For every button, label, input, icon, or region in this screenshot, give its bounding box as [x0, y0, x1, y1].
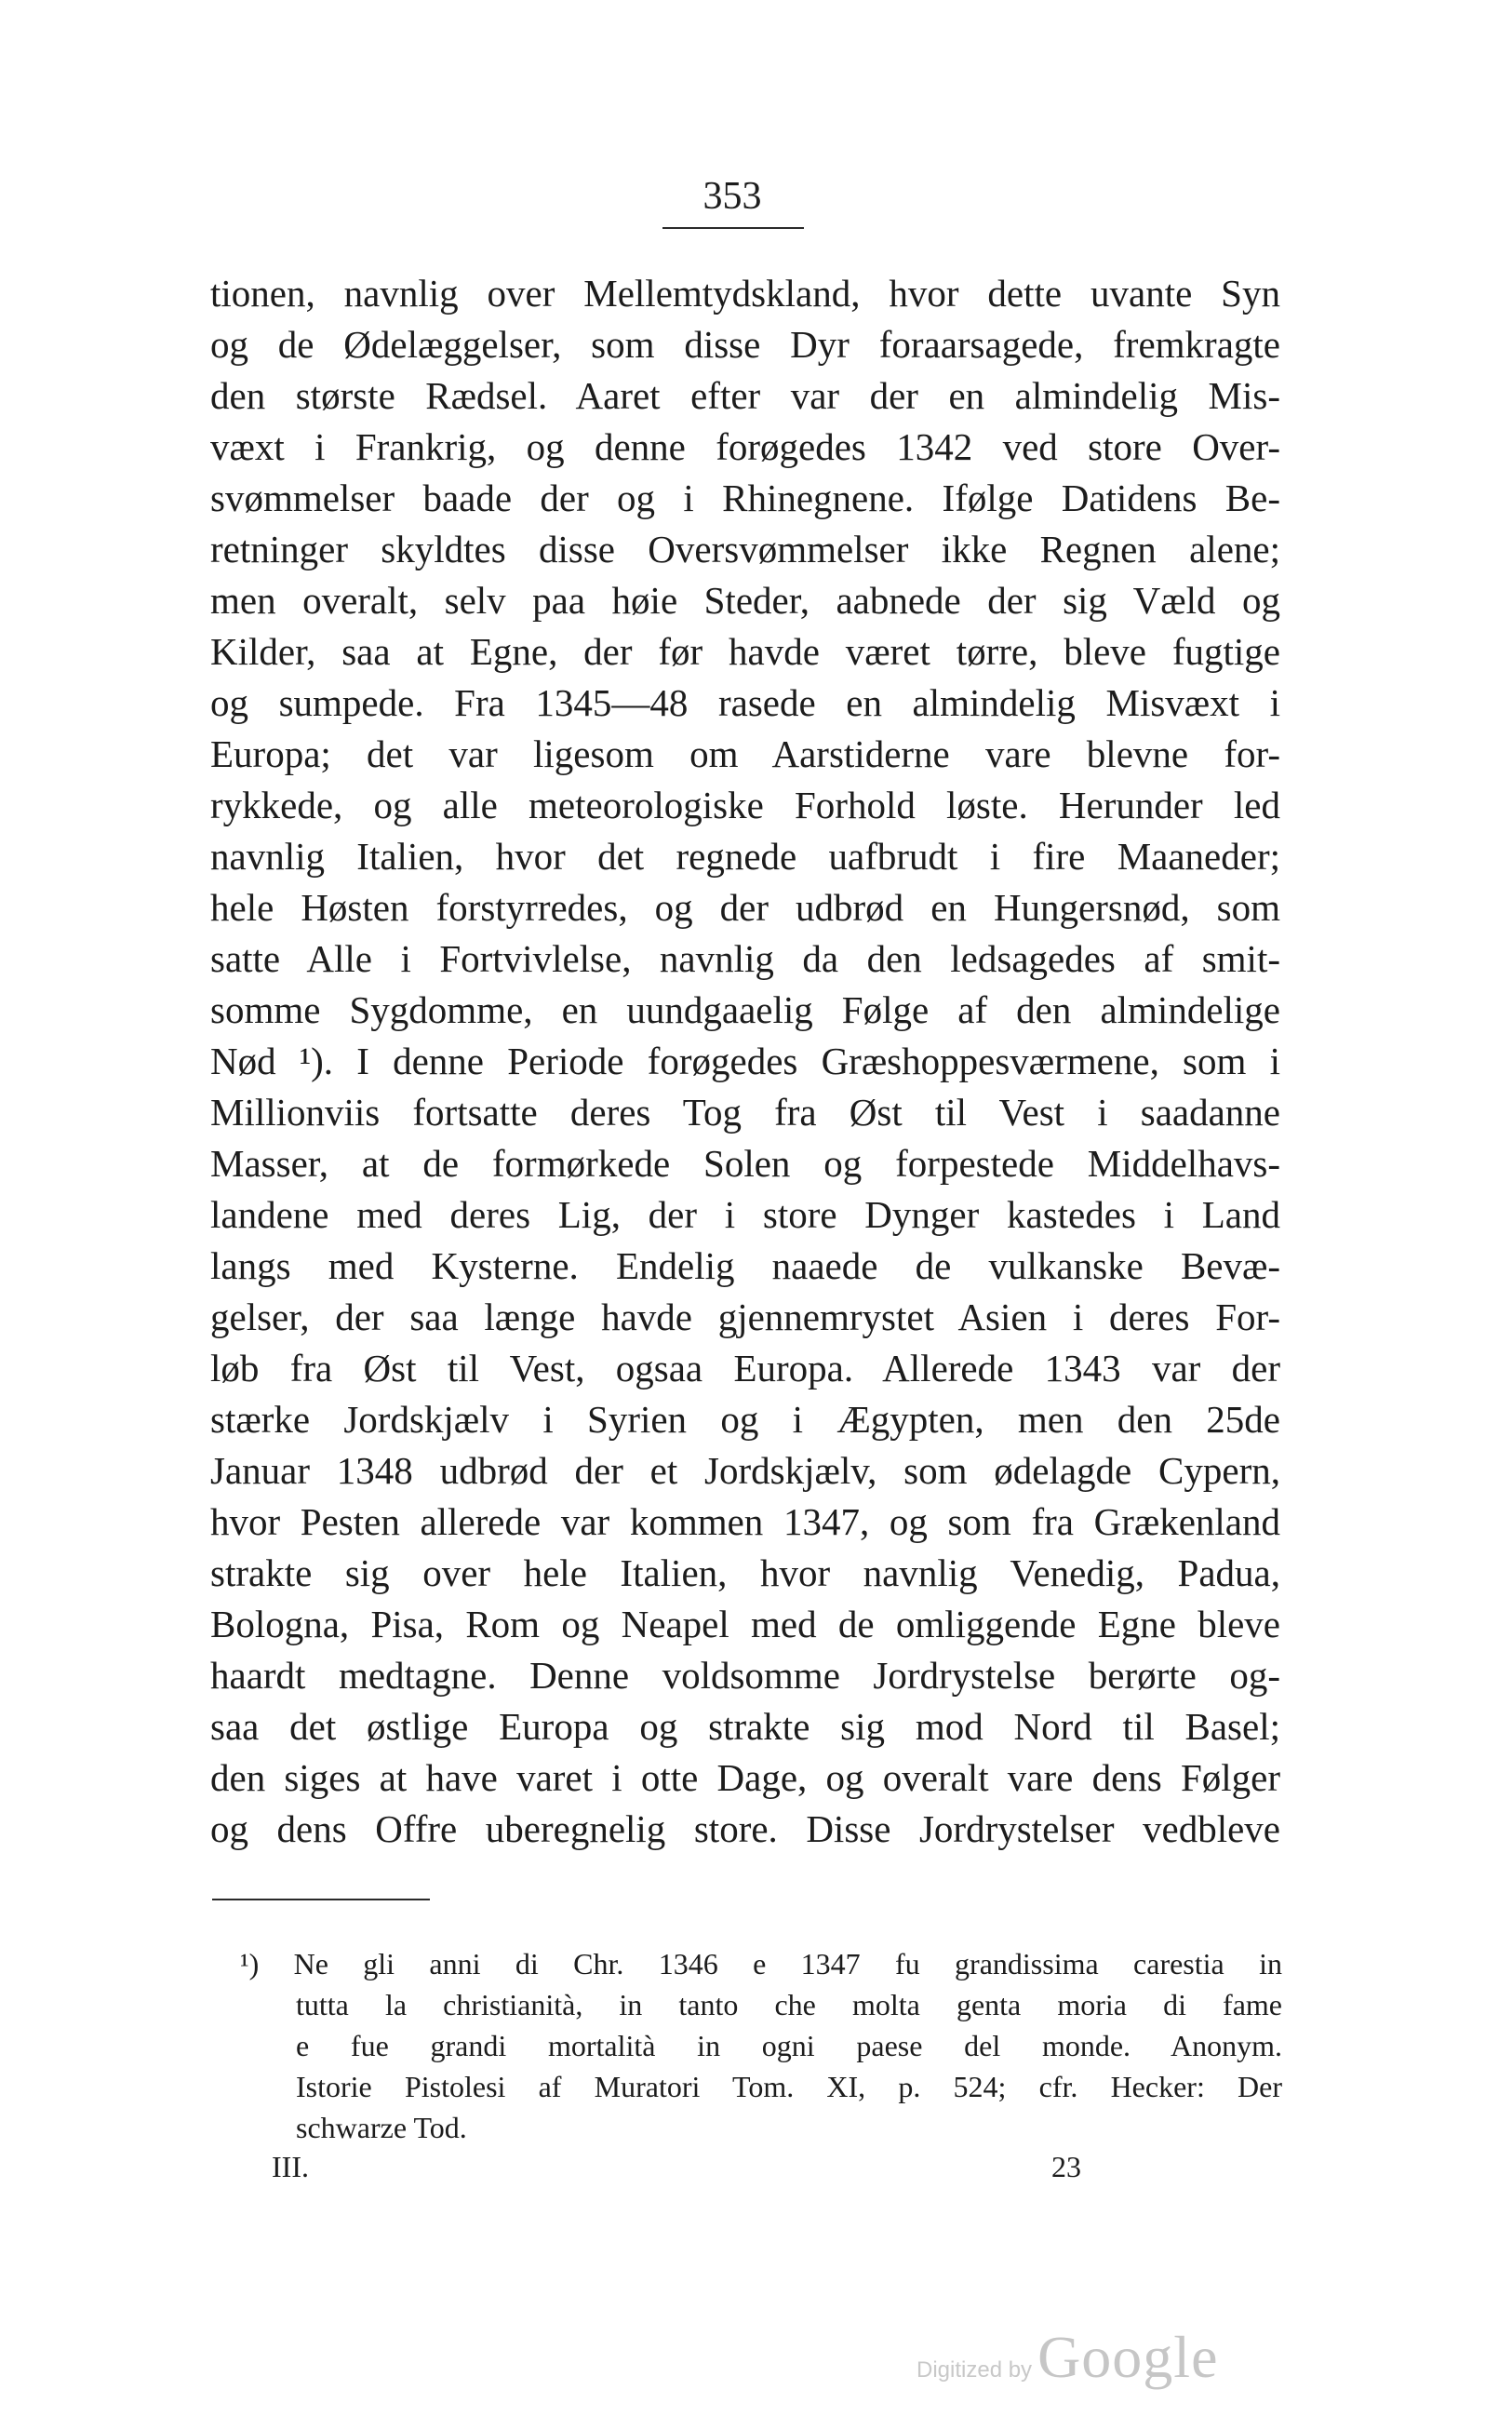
footnote-line: e fue grandi mortalità in ogni paese del monde. Anonym.	[296, 2029, 1282, 2062]
body-line: navnlig Italien, hvor det regnede uafbrudt i fire Maaneder;	[210, 835, 1280, 878]
body-line: men overalt, selv paa høie Steder, aabnede der sig Væld og	[210, 579, 1280, 622]
body-line: langs med Kysterne. Endelig naaede de vulkanske Bevæ-	[210, 1244, 1280, 1287]
body-line: strakte sig over hele Italien, hvor navnlig Venedig, Padua,	[210, 1551, 1280, 1594]
body-text	[210, 268, 1280, 1855]
body-line: somme Sygdomme, en uundgaaelig Følge af den almindelige	[210, 988, 1280, 1031]
footnote-line: Istorie Pistolesi af Muratori Tom. XI, p. 524; cfr. Hecker: Der	[296, 2070, 1282, 2103]
body-line: løb fra Øst til Vest, ogsaa Europa. Allerede 1343 var der	[210, 1347, 1280, 1390]
google-logo: Google	[1037, 2324, 1219, 2390]
body-line: den siges at have varet i otte Dage, og overalt vare dens Følger	[210, 1756, 1280, 1799]
body-line: Nød ¹). I denne Periode forøgedes Græshoppesværmene, som i	[210, 1040, 1280, 1082]
signature-mark: III.	[272, 2150, 309, 2183]
body-line: og dens Offre uberegnelig store. Disse Jordrystelser vedbleve	[210, 1807, 1280, 1850]
sheet-number: 23	[1051, 2150, 1081, 2183]
body-line: retninger skyldtes disse Oversvømmelser ikke Regnen alene;	[210, 528, 1280, 571]
footnotes	[240, 1943, 1282, 2148]
body-line: haardt medtagne. Denne voldsomme Jordrystelse berørte og-	[210, 1654, 1280, 1697]
body-line: Januar 1348 udbrød der et Jordskjælv, som ødelagde Cypern,	[210, 1449, 1280, 1492]
body-line: hele Høsten forstyrredes, og der udbrød en Hungersnød, som	[210, 886, 1280, 929]
body-line: stærke Jordskjælv i Syrien og i Ægypten, men den 25de	[210, 1398, 1280, 1441]
digitized-watermark	[917, 2323, 1218, 2392]
page-number-rule	[662, 227, 804, 229]
body-line: væxt i Frankrig, og denne forøgedes 1342 ved store Over-	[210, 425, 1280, 468]
body-line: Europa; det var ligesom om Aarstiderne vare blevne for-	[210, 732, 1280, 775]
body-line: saa det østlige Europa og strakte sig mod Nord til Basel;	[210, 1705, 1280, 1748]
body-line: rykkede, og alle meteorologiske Forhold løste. Herunder led	[210, 784, 1280, 826]
body-line: Millionviis fortsatte deres Tog fra Øst til Vest i saadanne	[210, 1091, 1280, 1134]
body-line: satte Alle i Fortvivlelse, navnlig da den ledsagedes af smit-	[210, 937, 1280, 980]
body-line: og de Ødelæggelser, som disse Dyr foraarsagede, fremkragte	[210, 323, 1280, 366]
body-line: tionen, navnlig over Mellemtydskland, hvor dette uvante Syn	[210, 272, 1280, 315]
footnote-line: tutta la christianità, in tanto che molta genta moria di fame	[296, 1988, 1282, 2021]
footnote-line: schwarze Tod.	[296, 2111, 467, 2144]
watermark-prefix: Digitized by	[917, 2357, 1033, 2383]
body-line: landene med deres Lig, der i store Dynger kastedes i Land	[210, 1193, 1280, 1236]
body-line: hvor Pesten allerede var kommen 1347, og som fra Grækenland	[210, 1500, 1280, 1543]
body-line: Bologna, Pisa, Rom og Neapel med de omliggende Egne bleve	[210, 1603, 1280, 1645]
body-line: Kilder, saa at Egne, der før havde været tørre, bleve fugtige	[210, 630, 1280, 673]
footnote-rule	[212, 1899, 430, 1900]
body-line: og sumpede. Fra 1345—48 rasede en almindelig Misvæxt i	[210, 681, 1280, 724]
body-line: Masser, at de formørkede Solen og forpestede Middelhavs-	[210, 1142, 1280, 1185]
page-number: 353	[702, 175, 762, 218]
body-line: svømmelser baade der og i Rhinegnene. Ifølge Datidens Be-	[210, 477, 1280, 519]
footnote-line: ¹) Ne gli anni di Chr. 1346 e 1347 fu grandissima carestia in	[240, 1947, 1282, 1980]
body-line: den største Rædsel. Aaret efter var der en almindelig Mis-	[210, 374, 1280, 417]
body-line: gelser, der saa længe havde gjennemrystet Asien i deres For-	[210, 1296, 1280, 1338]
